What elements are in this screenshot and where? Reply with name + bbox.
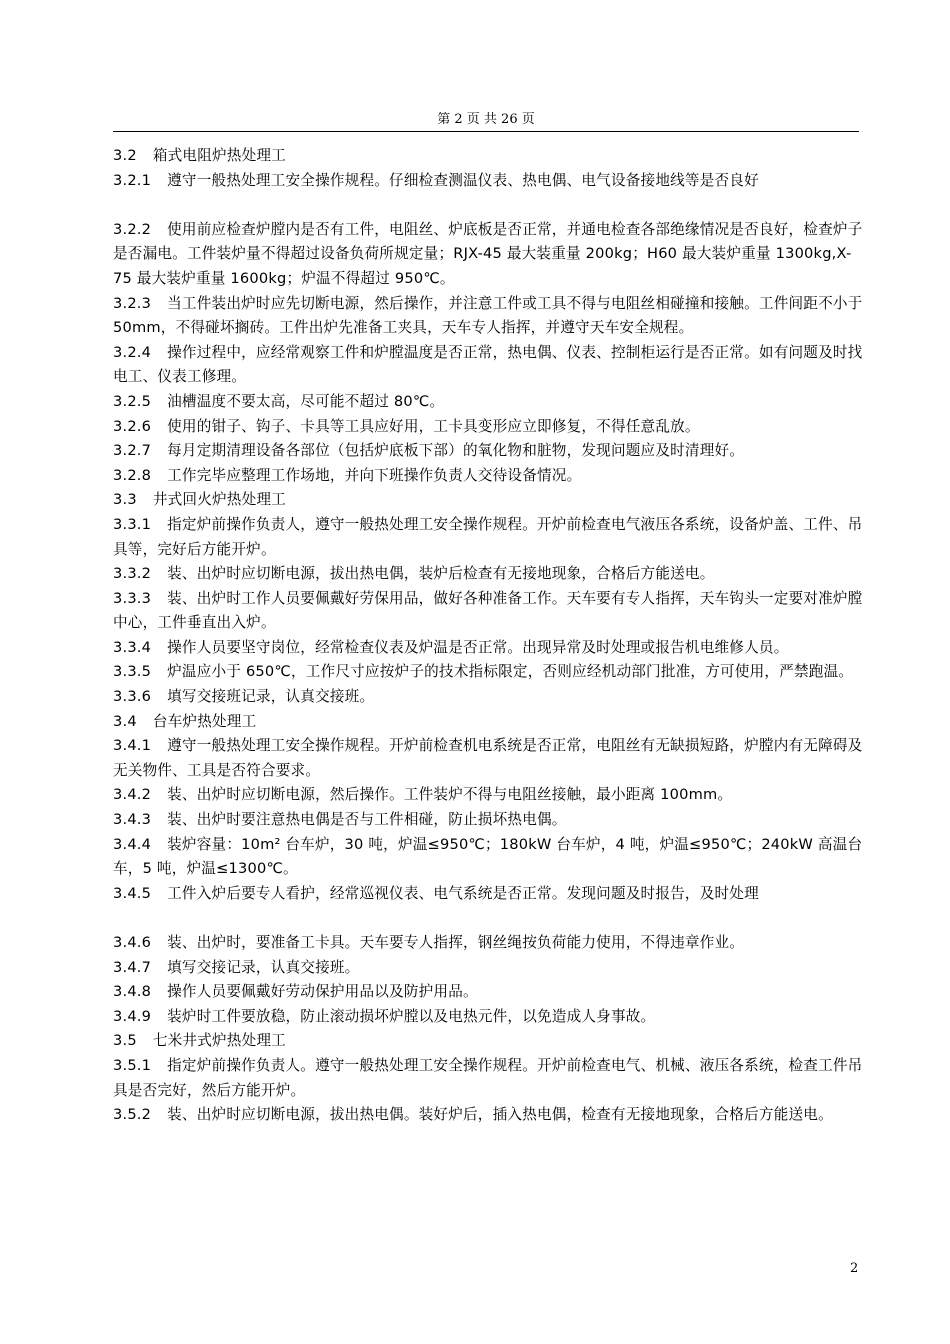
clause-number: 3.4.4 — [113, 835, 152, 853]
clause-text: 指定炉前操作负责人。遵守一般热处理工安全操作规程。开炉前检查电气、机械、液压各系统，检查工件吊具是否完好，然后方能开炉。 — [113, 1056, 863, 1099]
section-heading — [113, 488, 865, 513]
clause-paragraph — [113, 660, 865, 685]
document-body — [113, 144, 865, 1128]
clause-text: 每月定期清理设备各部位（包括炉底板下部）的氧化物和脏物，发现问题应及时清理好。 — [167, 442, 745, 460]
clause-number: 3.3.4 — [113, 638, 152, 656]
clause-number: 3.2.6 — [113, 417, 152, 435]
clause-paragraph — [113, 390, 865, 415]
clause-number: 3.5 — [113, 1032, 137, 1050]
clause-number: 3.4.1 — [113, 737, 152, 755]
clause-paragraph — [113, 341, 865, 390]
clause-number: 3.2.2 — [113, 220, 152, 238]
clause-text: 装、出炉时应切断电源，然后操作。工件装炉不得与电阻丝接触，最小距离 100mm。 — [167, 786, 733, 804]
clause-number: 3.4 — [113, 712, 137, 730]
clause-number: 3.4.5 — [113, 884, 152, 902]
clause-text: 装、出炉时工作人员要佩戴好劳保用品，做好各种准备工作。天车要有专人指挥，天车钩头一定要对准炉膛中心，工件垂直出入炉。 — [113, 589, 863, 632]
clause-number: 3.2.8 — [113, 466, 152, 484]
clause-paragraph — [113, 562, 865, 587]
clause-paragraph — [113, 980, 865, 1005]
clause-number: 3.2.4 — [113, 343, 152, 361]
clause-text: 指定炉前操作负责人，遵守一般热处理工安全操作规程。开炉前检查电气液压各系统，设备炉盖、工件、吊具等，完好后方能开炉。 — [113, 515, 863, 558]
clause-paragraph — [113, 783, 865, 808]
clause-number: 3.2.1 — [113, 171, 152, 189]
clause-paragraph — [113, 169, 865, 194]
clause-paragraph — [113, 808, 865, 833]
clause-text: 七米井式炉热处理工 — [152, 1032, 286, 1050]
clause-paragraph — [113, 685, 865, 710]
clause-text: 装、出炉时要注意热电偶是否与工件相碰，防止损坏热电偶。 — [167, 811, 567, 829]
clause-text: 使用前应检查炉膛内是否有工件，电阻丝、炉底板是否正常，并通电检查各部绝缘情况是否良好，检查炉子是否漏电。工件装炉量不得超过设备负荷所规定量；RJX-45 最大装重量 200kg；H60 最大装炉重量 1300kg,X-75 最大装炉重量 1600kg；炉温不得超过 950℃。 — [113, 220, 863, 287]
clause-text: 工件入炉后要专人看护，经常巡视仪表、电气系统是否正常。发现问题及时报告，及时处理 — [167, 884, 759, 902]
clause-text: 填写交接班记录，认真交接班。 — [167, 688, 375, 706]
clause-paragraph — [113, 1005, 865, 1030]
section-heading — [113, 144, 865, 169]
clause-text: 工作完毕应整理工作场地，并向下班操作负责人交待设备情况。 — [167, 466, 582, 484]
clause-paragraph — [113, 931, 865, 956]
clause-text: 装炉容量：10m² 台车炉，30 吨，炉温≤950℃；180kW 台车炉，4 吨，炉温≤950℃；240kW 高温台车，5 吨，炉温≤1300℃。 — [113, 835, 863, 878]
clause-paragraph — [113, 882, 865, 907]
clause-number: 3.2 — [113, 147, 137, 164]
clause-paragraph — [113, 956, 865, 981]
section-heading — [113, 1029, 865, 1054]
clause-paragraph — [113, 464, 865, 489]
clause-text: 油槽温度不要太高，尽可能不超过 80℃。 — [167, 392, 445, 410]
clause-text: 操作人员要坚守岗位，经常检查仪表及炉温是否正常。出现异常及时处理或报告机电维修人员。 — [167, 638, 789, 656]
clause-text: 当工件装出炉时应先切断电源，然后操作，并注意工件或工具不得与电阻丝相碰撞和接触。工件间距不小于 50mm，不得碰坏搁砖。工件出炉先准备工夹具，天车专人指挥，并遵守天车安全规程。 — [113, 294, 863, 337]
clause-text: 操作人员要佩戴好劳动保护用品以及防护用品。 — [167, 983, 478, 1001]
clause-text: 台车炉热处理工 — [152, 712, 257, 730]
clause-text: 填写交接记录，认真交接班。 — [167, 958, 360, 976]
clause-paragraph — [113, 218, 865, 292]
page-header: 第 2 页 共 26 页 — [437, 112, 535, 127]
clause-number: 3.5.1 — [113, 1056, 152, 1074]
clause-number: 3.3.2 — [113, 565, 152, 583]
clause-number: 3.4.6 — [113, 934, 152, 951]
clause-paragraph — [113, 833, 865, 882]
clause-text: 箱式电阻炉热处理工 — [152, 147, 286, 164]
clause-number: 3.3.6 — [113, 688, 152, 706]
section-heading — [113, 710, 865, 735]
clause-paragraph — [113, 513, 865, 562]
clause-number: 3.3 — [113, 491, 137, 509]
clause-text: 遵守一般热处理工安全操作规程。仔细检查测温仪表、热电偶、电气设备接地线等是否良好 — [167, 171, 759, 189]
clause-paragraph — [113, 292, 865, 341]
clause-number: 3.2.3 — [113, 294, 152, 312]
clause-text: 炉温应小于 650℃，工作尺寸应按炉子的技术指标限定，否则应经机动部门批准，方可使用，严禁跑温。 — [167, 663, 854, 681]
clause-number: 3.5.2 — [113, 1106, 152, 1124]
clause-number: 3.4.2 — [113, 786, 152, 804]
clause-paragraph — [113, 1103, 865, 1128]
clause-paragraph — [113, 587, 865, 636]
clause-number: 3.3.1 — [113, 515, 152, 533]
clause-text: 使用的钳子、钩子、卡具等工具应好用，工卡具变形应立即修复，不得任意乱放。 — [167, 417, 700, 435]
clause-paragraph — [113, 734, 865, 783]
clause-number: 3.4.8 — [113, 983, 152, 1001]
clause-paragraph — [113, 415, 865, 440]
clause-number: 3.4.7 — [113, 958, 152, 976]
clause-text: 井式回火炉热处理工 — [152, 491, 286, 509]
clause-number: 3.3.3 — [113, 589, 152, 607]
clause-number: 3.3.5 — [113, 663, 152, 681]
clause-number: 3.2.7 — [113, 442, 152, 460]
clause-paragraph — [113, 1054, 865, 1103]
clause-paragraph — [113, 439, 865, 464]
clause-number: 3.4.9 — [113, 1007, 152, 1025]
clause-text: 遵守一般热处理工安全操作规程。开炉前检查机电系统是否正常，电阻丝有无缺损短路，炉膛内有无障碍及无关物件、工具是否符合要求。 — [113, 737, 863, 779]
clause-text: 装、出炉时，要准备工卡具。天车要专人指挥，钢丝绳按负荷能力使用，不得违章作业。 — [167, 934, 745, 951]
page-number: 2 — [850, 1261, 859, 1276]
clause-text: 装、出炉时应切断电源，拔出热电偶，装炉后检查有无接地现象，合格后方能送电。 — [167, 565, 715, 583]
clause-number: 3.4.3 — [113, 811, 152, 829]
clause-number: 3.2.5 — [113, 392, 152, 410]
clause-paragraph — [113, 636, 865, 661]
clause-text: 操作过程中，应经常观察工件和炉膛温度是否正常，热电偶、仪表、控制柜运行是否正常。如有问题及时找电工、仪表工修理。 — [113, 343, 863, 386]
clause-text: 装炉时工件要放稳，防止滚动损坏炉膛以及电热元件，以免造成人身事故。 — [167, 1007, 656, 1025]
clause-text: 装、出炉时应切断电源，拔出热电偶。装好炉后，插入热电偶，检查有无接地现象，合格后方能送电。 — [167, 1106, 833, 1124]
header-divider — [113, 131, 859, 132]
